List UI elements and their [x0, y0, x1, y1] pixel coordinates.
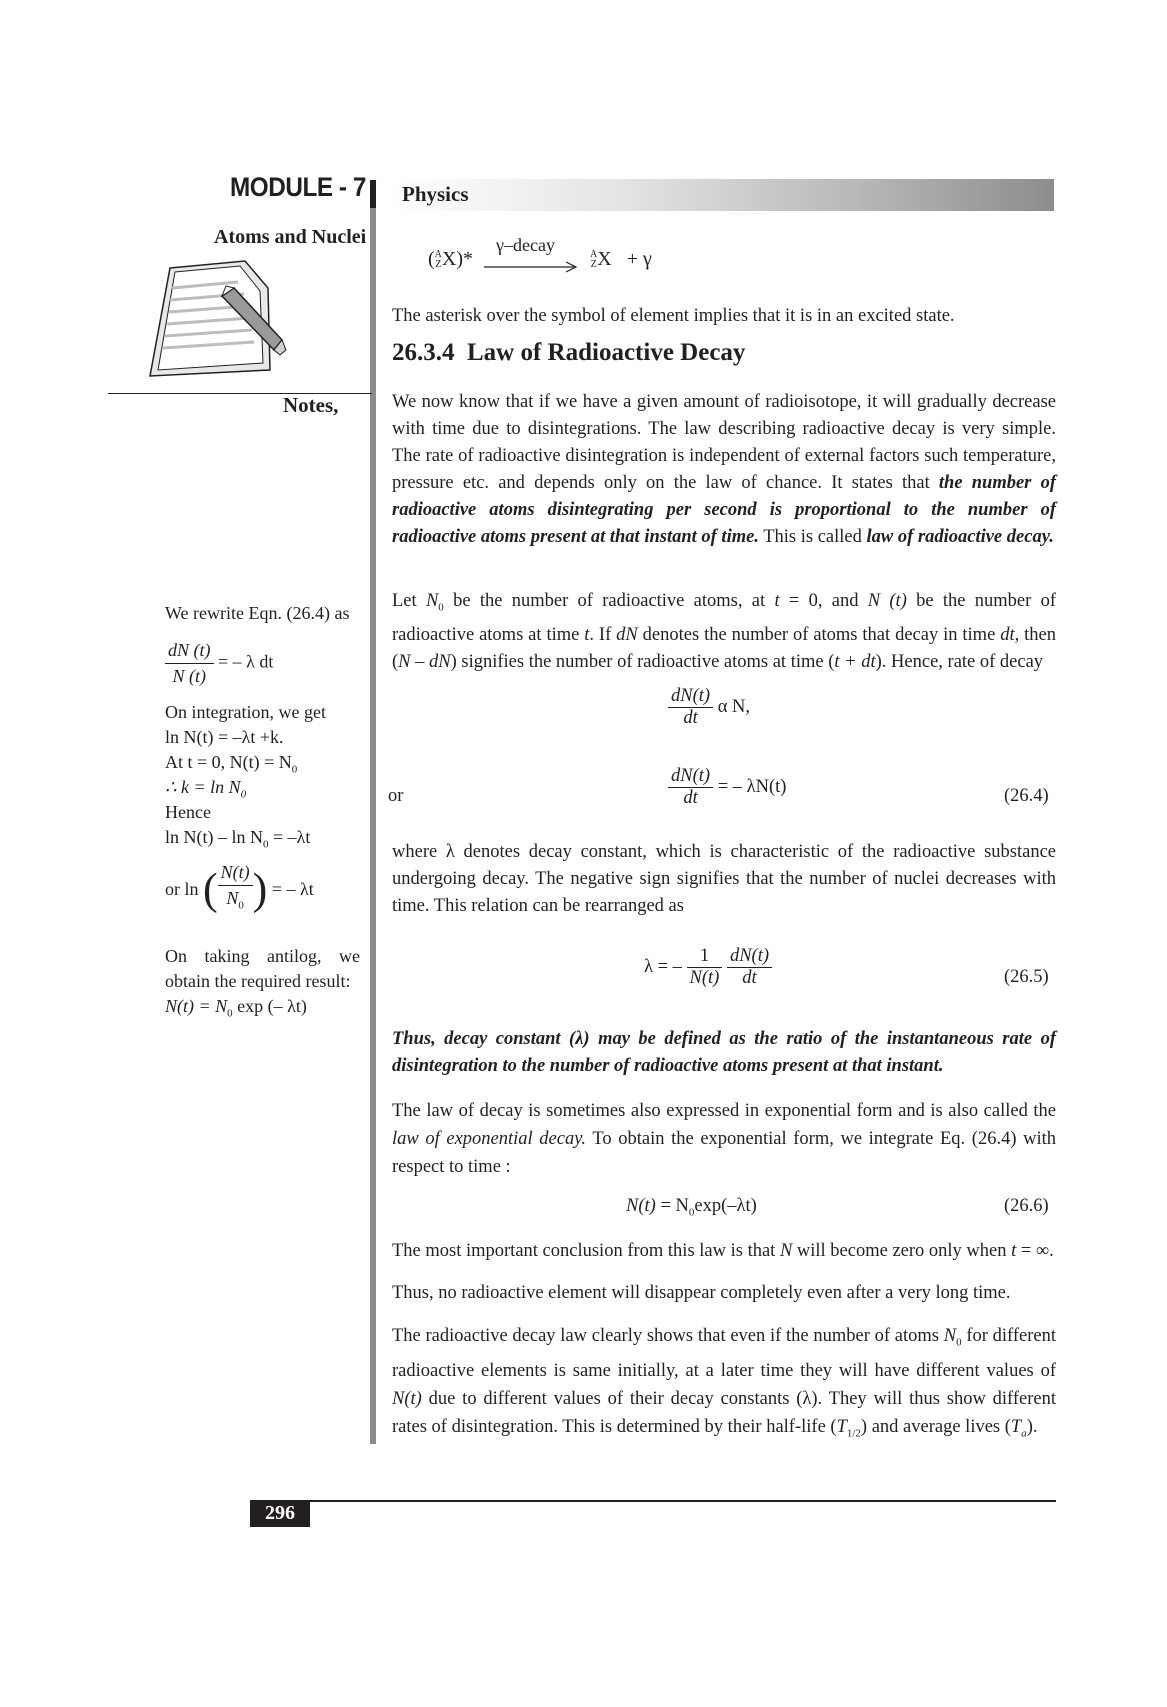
sidebar-rewrite: We rewrite Eqn. (26.4) as	[165, 603, 350, 623]
paragraph-exponential-form: The law of decay is sometimes also expressed in exponential form and is also called the law of exponential decay. To obtain the exponential form, we integrate Eq. (26.4) with respect to time :	[392, 1101, 1056, 1177]
equation-26-6: $N(t) = N_0\exp(-\lambda t)$	[626, 1196, 757, 1219]
sidebar-k-equation: ∴ $k = \ln N_0$	[165, 777, 247, 801]
decay-constant-definition: Thus, decay constant (λ) may be defined as the ratio of the instantaneous rate of disintegration to the number of radioactive atoms present at that instant.	[392, 1029, 1056, 1076]
paragraph-half-life: The radioactive decay law clearly shows that even if the number of atoms $N_0$ for different radioactive elements is same initially, at a later time they will have different values of N(t) due to different values of their decay constants (λ). They will thus show different rates of disintegration. This is determined by their half-life $(T_{1/2})$ and average lives $(T_a)$.	[392, 1326, 1057, 1440]
gamma-decay-equation: ( A Z X)* γ–decay A Z X + γ	[428, 248, 652, 271]
paragraph-conclusion: The most important conclusion from this law is that N will become zero only when t = ∞.	[392, 1241, 1054, 1261]
sidebar-ln-equation: ln N(t) = –λt +k.	[165, 727, 284, 747]
equation-or-label: or	[388, 786, 404, 806]
paragraph-definitions: Let $N_0$ be the number of radioactive atoms, at t = 0, and N (t) be the number of radioactive atoms at time t. If dN denotes the number of atoms that decay in time dt, then (N – dN) signifies the number of radioactive atoms at time (t + dt). Hence, rate of decay	[392, 591, 1056, 672]
arrow-icon	[484, 261, 579, 273]
notes-label: Notes,	[283, 393, 339, 417]
sidebar-integration: On integration, we get	[165, 702, 326, 722]
equation-number-26-6: (26.6)	[1004, 1196, 1049, 1216]
paragraph-law-intro: We now know that if we have a given amount of radioisotope, it will gradually decrease with time due to disintegrations. The law describing radioactive decay is very simple. The rate of radioactive disintegration is independent of external factors such temperature, pressure etc. and depends only on the law of chance. It states that the number of radioactive atoms disintegrating per second is proportional to the number of radioactive atoms present at that instant of time. This is called law of radioactive decay.	[392, 392, 1056, 547]
equation-number-26-4: (26.4)	[1004, 786, 1049, 806]
sidebar-initial-condition: At t = 0, $N(t) = N_0$	[165, 752, 298, 776]
section-heading: 26.3.4 Law of Radioactive Decay	[392, 339, 746, 366]
sidebar-fraction-equation: $\frac{dN (t)}{N (t)}$ = – λ dt	[165, 638, 360, 689]
subject-title: Physics	[402, 182, 469, 206]
sidebar-result: $N(t) = N_0$ exp (– λt)	[165, 996, 307, 1020]
equation-26-5: λ = – $\frac{1}{N(t)}$ $\frac{dN(t)}{dt}$	[644, 946, 772, 989]
sidebar-hence: Hence	[165, 802, 211, 822]
equation-26-4: $\frac{dN(t)}{dt}$ = – λN(t)	[668, 766, 786, 809]
margin-rule-top	[370, 180, 376, 210]
sidebar-ln-difference: $\ln N(t) - \ln N_0 = -\lambda t$	[165, 827, 311, 851]
paragraph-no-disappear: Thus, no radioactive element will disappear completely even after a very long time.	[392, 1283, 1011, 1303]
notepad-pencil-icon	[140, 258, 290, 388]
page-number: 296	[250, 1500, 310, 1527]
equation-proportional: $\frac{dN(t)}{dt}$ α N,	[668, 686, 750, 729]
asterisk-note: The asterisk over the symbol of element implies that it is in an excited state.	[392, 306, 955, 326]
header-band	[392, 179, 1054, 211]
sidebar-ln-ratio: or ln ( $\frac{N(t)}{N_0}$ ) = – λt	[165, 862, 314, 914]
paragraph-decay-constant: where λ denotes decay constant, which is characteristic of the radioactive substance undergoing decay. The negative sign signifies that the number of nuclei decreases with time. This relation can be rearranged as	[392, 842, 1056, 916]
footer-rule	[250, 1500, 1056, 1502]
chapter-title: Atoms and Nuclei	[214, 226, 367, 248]
module-title: MODULE - 7	[230, 172, 366, 202]
sidebar-antilog: On taking antilog, we obtain the required result:	[165, 946, 360, 991]
equation-number-26-5: (26.5)	[1004, 967, 1049, 987]
